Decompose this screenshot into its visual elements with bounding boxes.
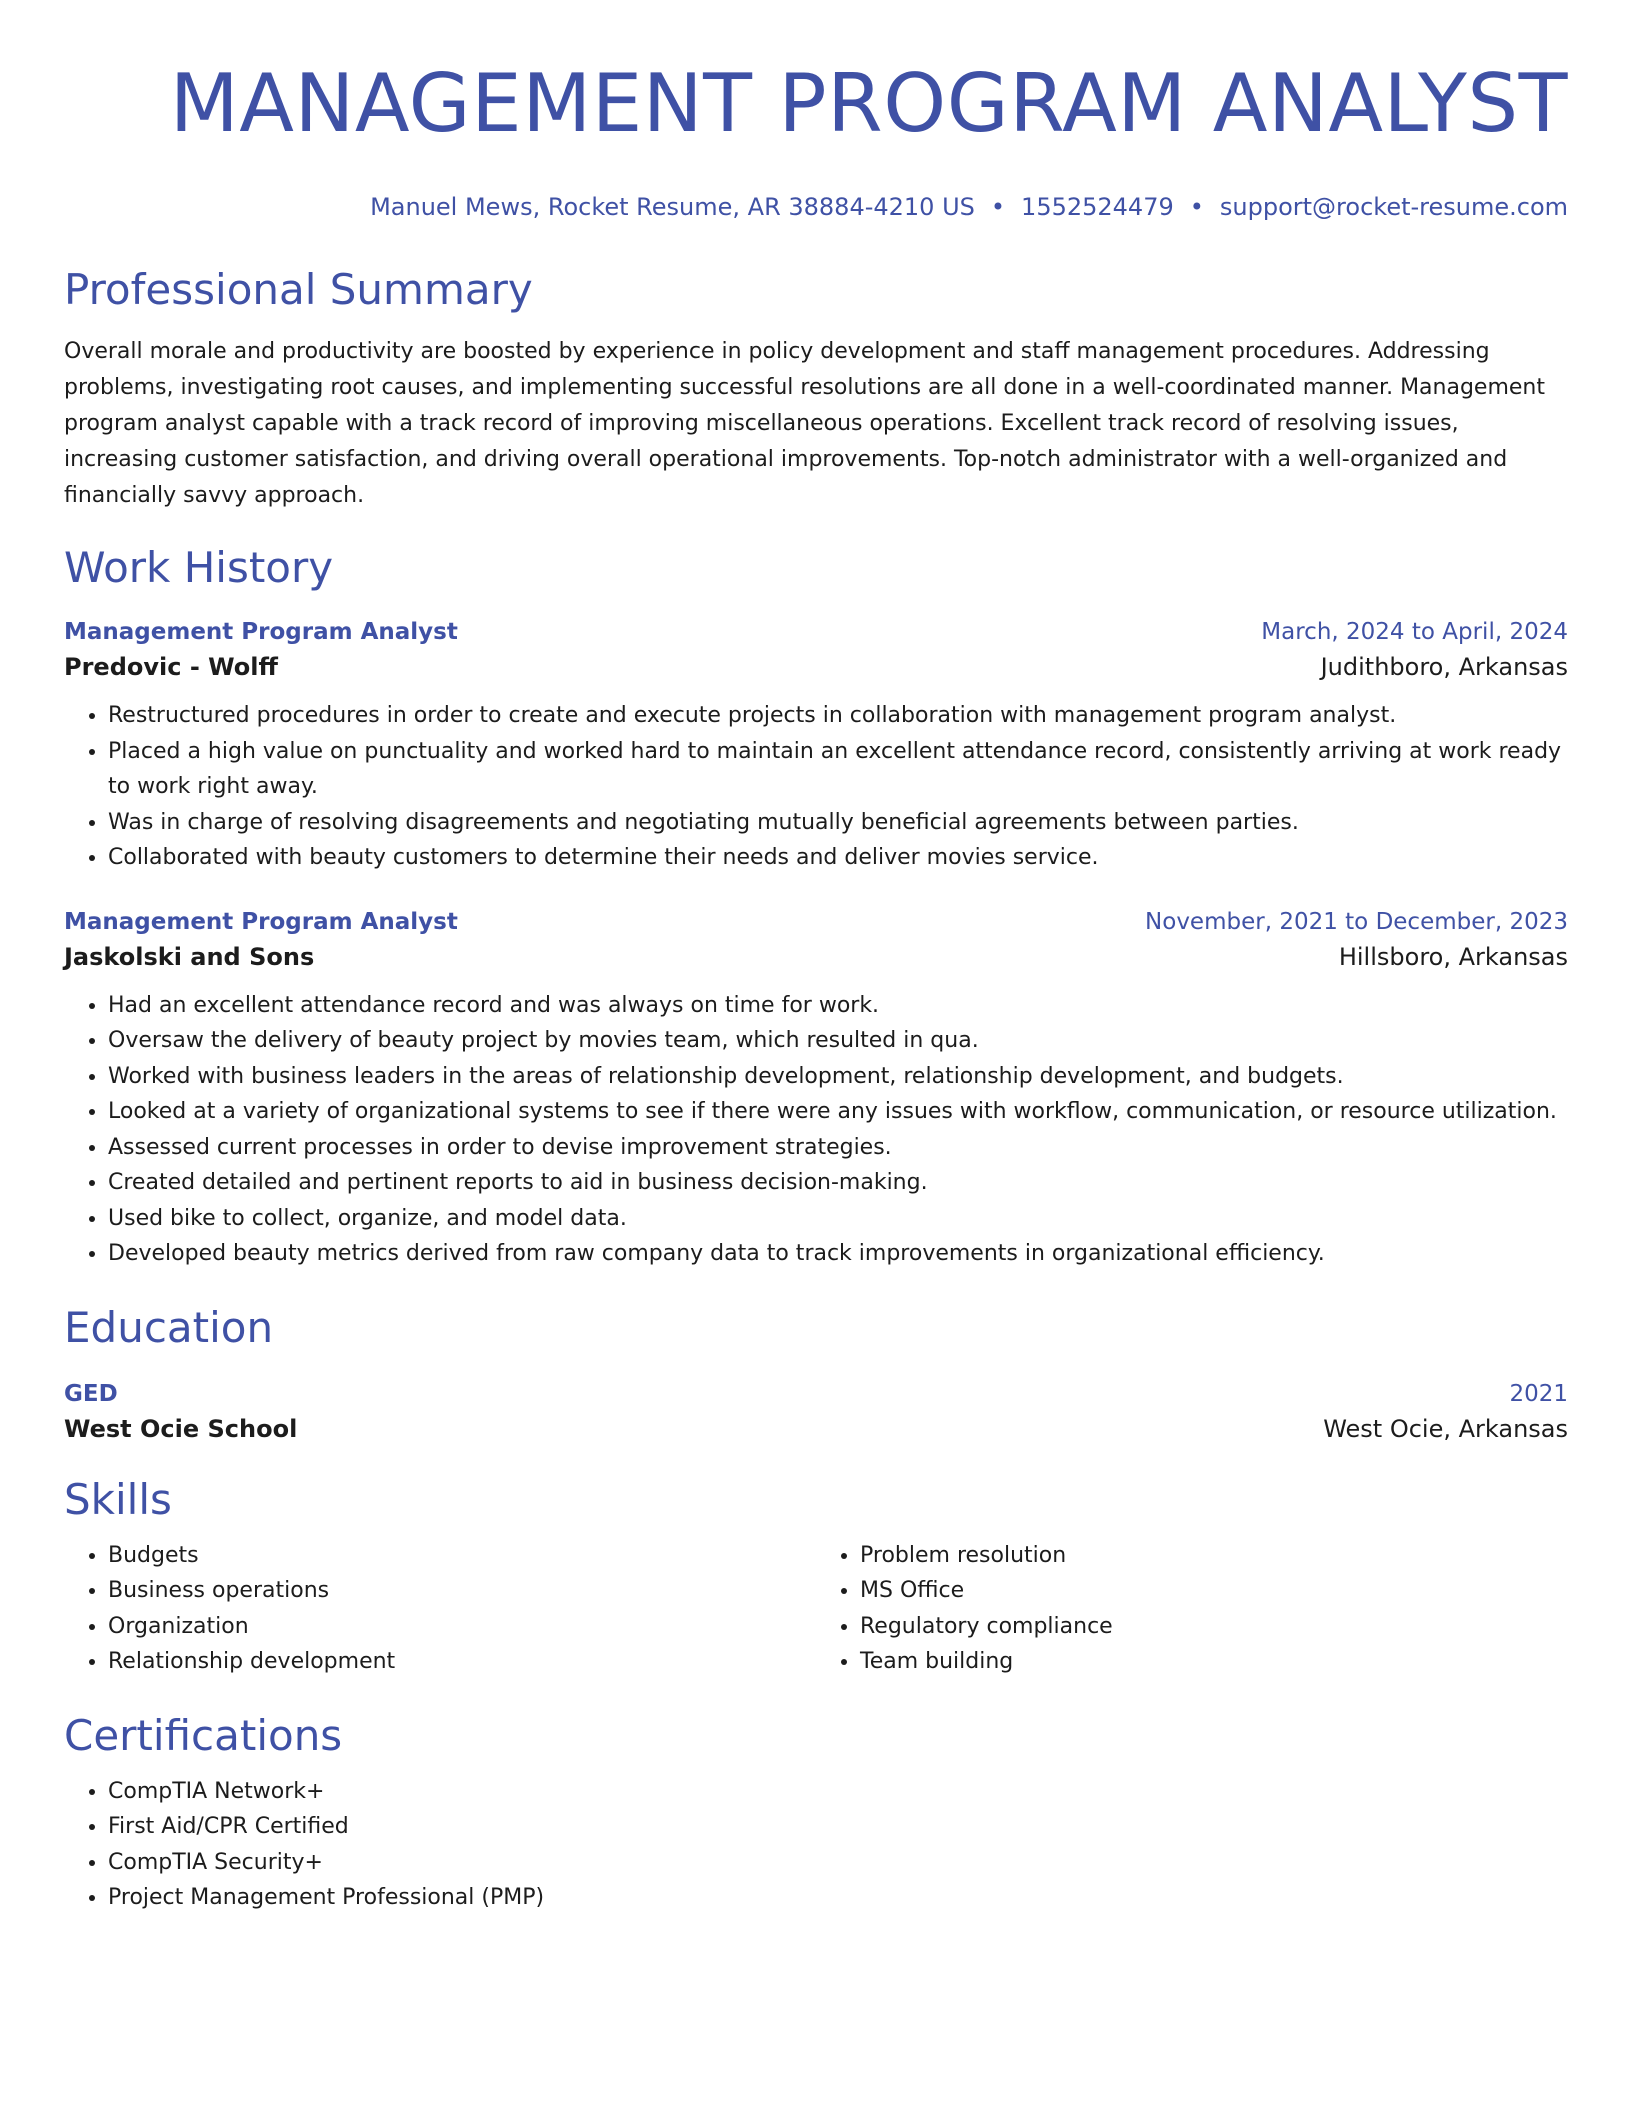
certification-item: • Project Management Professional (PMP) — [108, 1880, 1568, 1916]
job-employer: Predovic - Wolff — [64, 653, 278, 681]
certifications-heading: Certifications — [64, 1710, 343, 1760]
job-bullet: • Worked with business leaders in the areas of relationship development, relationship development, and budgets. — [108, 1059, 1568, 1095]
job-dates: March, 2024 to April, 2024 — [1261, 619, 1568, 645]
job-bullet: • Was in charge of resolving disagreements and negotiating mutually beneficial agreements between parties. — [108, 805, 1568, 841]
contact-email[interactable]: support@rocket-resume.com — [1219, 193, 1568, 221]
skill-item: • Regulatory compliance — [860, 1609, 1568, 1645]
education-section — [64, 1302, 1568, 1448]
job-bullet: • Looked at a variety of organizational systems to see if there were any issues with workflow, communication, or resource utilization. — [108, 1094, 1568, 1130]
job-bullet: • Assessed current processes in order to devise improvement strategies. — [108, 1130, 1568, 1166]
job-bullet: • Used bike to collect, organize, and model data. — [108, 1201, 1568, 1237]
skill-item: • Relationship development — [108, 1644, 816, 1680]
contact-separator: • — [990, 193, 1006, 221]
skill-item: • Problem resolution — [860, 1538, 1568, 1574]
certification-item: • First Aid/CPR Certified — [108, 1809, 1568, 1845]
job-bullets — [64, 698, 1568, 876]
job-bullets — [64, 988, 1568, 1272]
job-entry — [64, 906, 1568, 1272]
skill-item: • Budgets — [108, 1538, 816, 1574]
education-degree: GED — [64, 1380, 118, 1407]
skill-item: • MS Office — [860, 1573, 1568, 1609]
contact-phone: 1552524479 — [1021, 193, 1174, 221]
summary-section — [64, 264, 1568, 514]
job-bullet: • Had an excellent attendance record and was always on time for work. — [108, 988, 1568, 1024]
job-bullet: • Placed a high value on punctuality and worked hard to maintain an excellent attendance record, consistently arriving at work ready to work right away. — [108, 734, 1568, 805]
job-bullet: • Oversaw the delivery of beauty project by movies team, which resulted in qua. — [108, 1023, 1568, 1059]
contact-address: Manuel Mews, Rocket Resume, AR 38884-4210 US — [370, 193, 975, 221]
job-location: Judithboro, Arkansas — [1320, 653, 1568, 681]
job-employer: Jaskolski and Sons — [64, 942, 315, 971]
job-bullet: • Created detailed and pertinent reports to aid in business decision-making. — [108, 1165, 1568, 1201]
work-history-heading: Work History — [64, 543, 334, 592]
work-history-section — [64, 542, 1568, 1272]
skills-heading: Skills — [64, 1474, 172, 1524]
skill-item: • Organization — [108, 1609, 816, 1645]
job-bullet: • Developed beauty metrics derived from raw company data to track improvements in organizational efficiency. — [108, 1236, 1568, 1272]
education-location: West Ocie, Arkansas — [1323, 1414, 1568, 1443]
summary-text: Overall morale and productivity are boosted by experience in policy development and staff management procedures. Addressing problems, investigating root causes, and implementing successful resolutions are all done in a well-coordinated manner. Management program analyst capable with a track record of improving miscellaneous operations. Excellent track record of resolving issues, increasing customer satisfaction, and driving overall operational improvements. Top-notch administrator with a well-organized and financially savvy approach. — [64, 339, 1545, 508]
skill-item: • Team building — [860, 1644, 1568, 1680]
job-location: Hillsboro, Arkansas — [1338, 942, 1568, 971]
certifications-section — [64, 1710, 1568, 1916]
job-bullet: • Collaborated with beauty customers to determine their needs and deliver movies service. — [108, 840, 1568, 876]
job-title: Management Program Analyst — [64, 619, 458, 645]
education-year: 2021 — [1509, 1380, 1568, 1407]
contact-line — [64, 192, 1568, 222]
skills-section — [64, 1474, 1568, 1680]
certifications-list — [64, 1774, 1568, 1916]
certification-item: • CompTIA Network+ — [108, 1774, 1568, 1810]
job-entry — [64, 616, 1568, 876]
skills-list-left — [64, 1538, 816, 1680]
education-school: West Ocie School — [64, 1414, 298, 1443]
skills-list-right — [816, 1538, 1568, 1680]
resume-title: MANAGEMENT PROGRAM ANALYST — [169, 57, 1568, 150]
summary-heading: Professional Summary — [64, 265, 533, 314]
education-entry — [64, 1378, 1568, 1448]
job-title: Management Program Analyst — [64, 908, 458, 935]
certification-item: • CompTIA Security+ — [108, 1845, 1568, 1881]
skill-item: • Business operations — [108, 1573, 816, 1609]
job-bullet: • Restructured procedures in order to create and execute projects in collaboration with management program analyst. — [108, 698, 1568, 734]
education-heading: Education — [64, 1302, 274, 1352]
job-dates: November, 2021 to December, 2023 — [1145, 908, 1568, 935]
skills-columns — [64, 1538, 1568, 1680]
contact-separator: • — [1189, 193, 1204, 221]
